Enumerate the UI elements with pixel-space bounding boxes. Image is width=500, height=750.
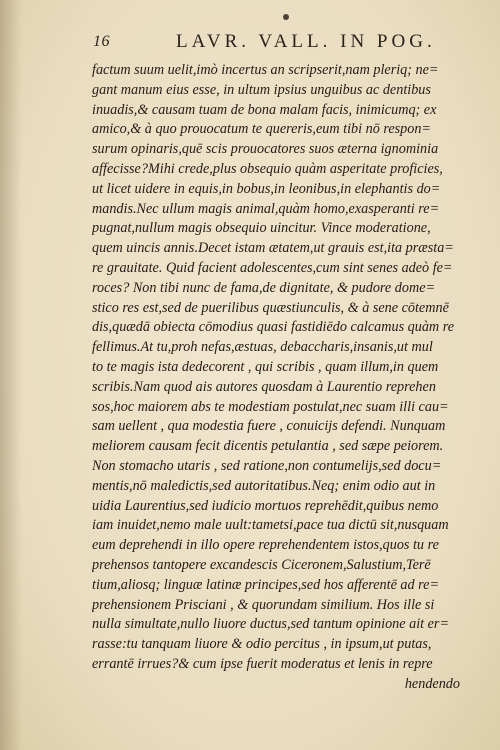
text-line: mentis,nō maledictis,sed autoritatibus.Neq; enim odio aut in (92, 477, 436, 494)
text-line: factum suum uelit,imò incertus an scripserit,nam pleriq; ne= (92, 62, 439, 78)
text-line: affecisse?Mihi crede,plus obsequio quàm asperitate proficies, (92, 160, 443, 177)
text-line: inuadis,& causam tuam de bona malam facis, inimicumq; ex (92, 101, 437, 118)
text-line: pugnat,nullum magis obsequio uincitur. Vince moderatione, (92, 220, 431, 237)
text-line: sos,hoc maiorem abs te modestiam postulat,nec suam illi cau= (92, 398, 449, 415)
text-line: meliorem causam fecit dicentis petulantia , sed sæpe peiorem. (92, 438, 444, 455)
text-line: iam inuidet,nemo male uult:tametsi,pace tua dictū sit,nusquam (92, 517, 449, 534)
page-number: 16 (93, 33, 110, 50)
text-line: roces? Non tibi nunc de fama,de dignitate, & pudore dome= (92, 279, 436, 296)
text-line: ut licet uidere in equis,in bobus,in leonibus,in elephantis do= (92, 180, 441, 197)
text-line: rasse:tu tanquam liuore & odio percitus , in ipsum,ut putas, (92, 636, 432, 653)
text-line: errantē irrues?& cum ipse fuerit moderatus et lenis in repre (92, 655, 433, 672)
text-line: gant manum eius esse, in ultum ipsius unguibus ac dentibus (92, 81, 431, 98)
text-line: surum opinaris,quē scis prouocatores suos æterna ignominia (92, 141, 439, 158)
text-line: dis,quædā obiecta cōmodius quasi fastidiēdo calcamus quàm re (92, 319, 455, 336)
text-line: amico,& à quo prouocatum te quereris,eum tibi nō respon= (92, 121, 432, 138)
running-title: LAVR. VALL. IN POG. (176, 31, 436, 52)
text-line: prehensos tantopere excandescis Ciceronem,Salustium,Terē (92, 556, 431, 573)
text-line: eum deprehendi in illo opere reprehendentem istos,quos tu re (92, 537, 439, 554)
text-line: mandis.Nec ullum magis animal,quàm homo,exasperanti re= (92, 200, 440, 217)
text-line: prehensionem Prisciani , & quorundam similium. Hos ille si (92, 596, 435, 613)
running-head (0, 31, 500, 53)
text-line: Non stomacho utaris , sed ratione,non contumelijs,sed docu= (92, 457, 442, 474)
text-line: quem uincis annis.Decet istam ætatem,ut grauis est,ita præsta= (92, 240, 454, 257)
text-line: hendendo (404, 675, 460, 692)
spine-shadow (0, 0, 22, 750)
text-line: re grauitate. Quid facient adolescentes,cum sint senes adeò fe= (92, 259, 453, 276)
text-line: fellimus.At tu,proh nefas,æstuas, debaccharis,insanis,ut mul (92, 339, 433, 356)
body-text (92, 61, 460, 695)
text-line: sam uellent , qua modestia fuere , conuicijs defendi. Nunquam (92, 418, 446, 435)
text-line: uidia Laurentius,sed iudicio mortuos reprehēdit,quibus nemo (92, 497, 439, 514)
text-line: to te magis ista dedecorent , qui scribis , quam illum,in quem (92, 358, 439, 375)
text-line: stico res est,sed de puerilibus quæstiunculis, & à sene cōtemnē (92, 299, 449, 316)
ink-spot (283, 14, 289, 20)
text-line: scribis.Nam quod ais autores quosdam à Laurentio reprehen (92, 378, 436, 395)
text-line: nulla simultate,nullo liuore ductus,sed tantum opinione ait er= (92, 616, 450, 633)
text-line: tium,aliosq; linguæ latinæ principes,sed hos afferentē ad re= (92, 576, 440, 593)
